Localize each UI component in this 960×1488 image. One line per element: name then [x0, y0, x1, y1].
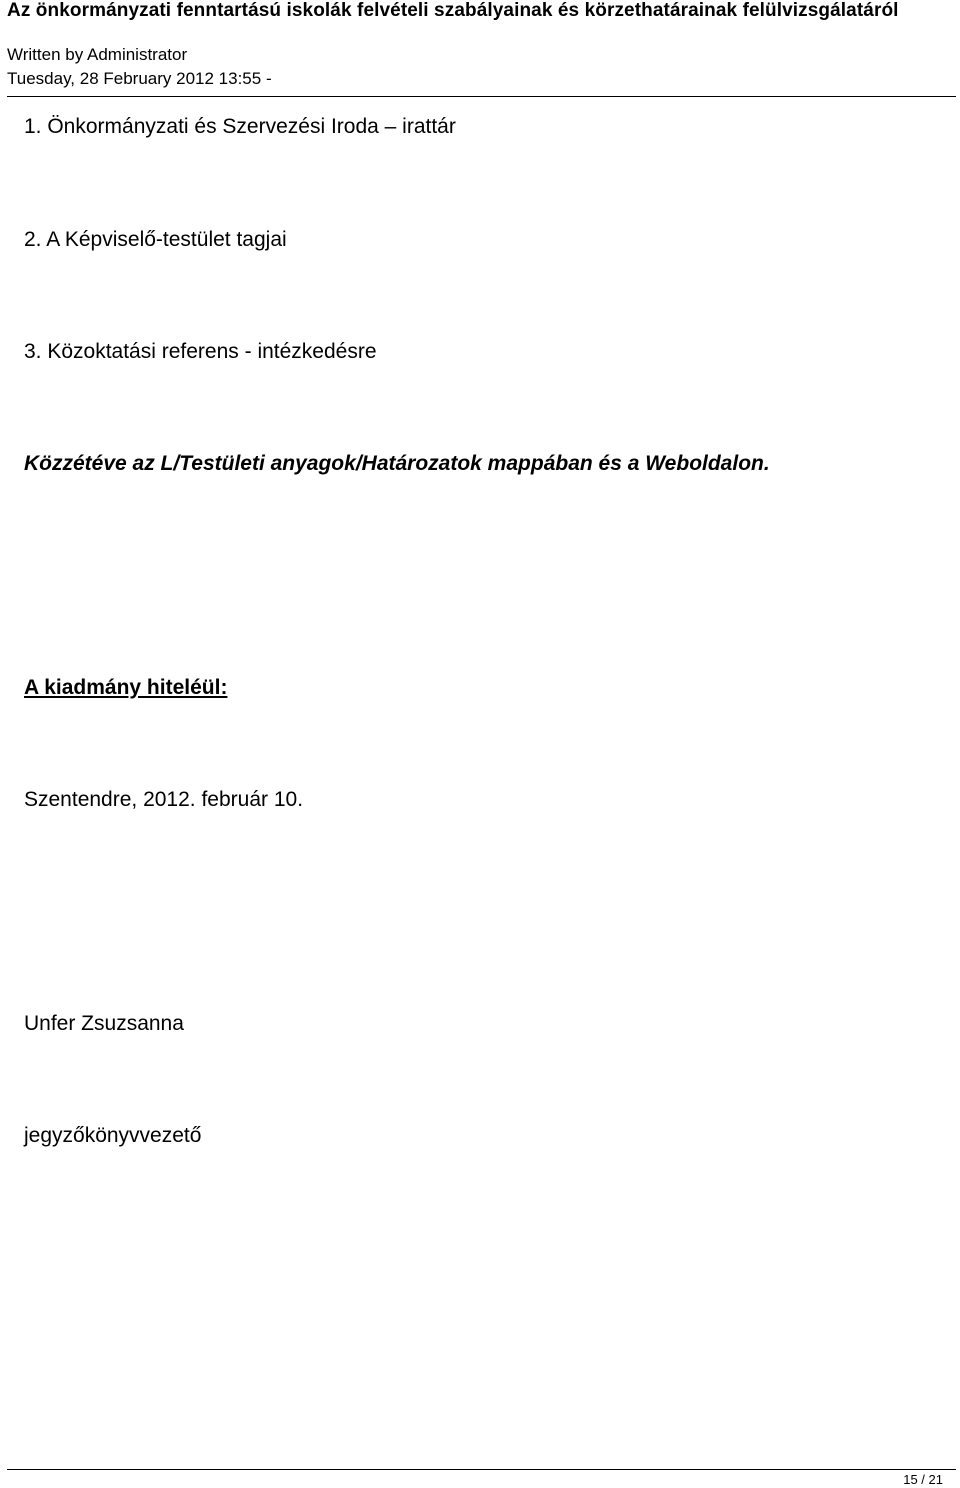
header-divider	[7, 96, 956, 97]
signer-name: Unfer Zsuzsanna	[24, 1012, 184, 1035]
published-note: Közzétéve az L/Testületi anyagok/Határozatok mappában és a Weboldalon.	[24, 452, 770, 475]
author-line: Written by Administrator	[7, 45, 188, 64]
certified-label: A kiadmány hiteléül:	[24, 676, 228, 699]
date-line: Tuesday, 28 February 2012 13:55 -	[7, 69, 272, 88]
page-number: 15 / 21	[903, 1472, 943, 1487]
distribution-item-2: 2. A Képviselő-testület tagjai	[24, 228, 287, 251]
document-title: Az önkormányzati fenntartású iskolák felvételi szabályainak és körzethatárainak felülvizsgálatáról	[7, 0, 899, 21]
distribution-item-3: 3. Közoktatási referens - intézkedésre	[24, 340, 377, 363]
place-date: Szentendre, 2012. február 10.	[24, 788, 304, 811]
distribution-item-1: 1. Önkormányzati és Szervezési Iroda – irattár	[24, 115, 456, 138]
signer-role: jegyzőkönyvvezető	[24, 1124, 202, 1147]
footer-divider	[7, 1469, 956, 1470]
